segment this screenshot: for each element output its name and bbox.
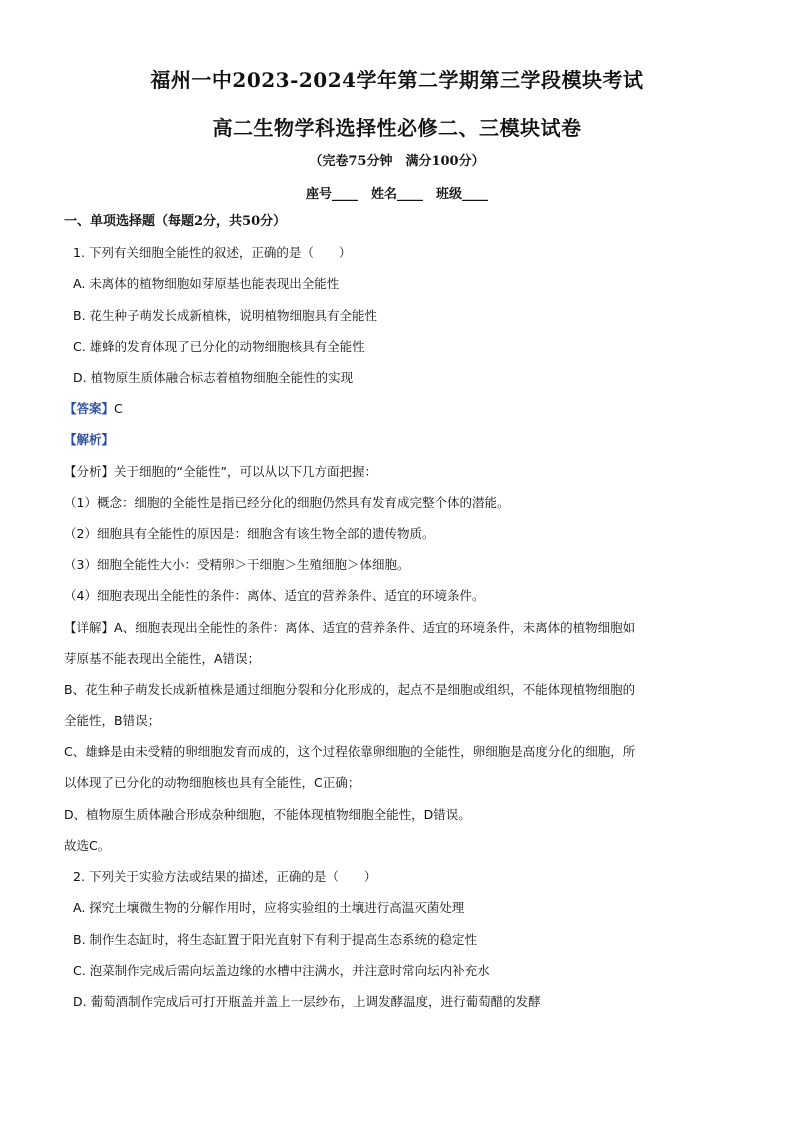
detail-line-4: 全能性，B错误； bbox=[64, 713, 161, 728]
question-1-option-a: A. 未离体的植物细胞如芽原基也能表现出全能性 bbox=[73, 276, 340, 291]
detail-line-8: 故选C。 bbox=[64, 838, 111, 853]
question-1-stem: 1. 下列有关细胞全能性的叙述，正确的是（ ） bbox=[73, 245, 352, 260]
detail-line-5: C、雄蜂是由未受精的卵细胞发育而成的，这个过程依靠卵细胞的全能性，卵细胞是高度分化的细胞，所 bbox=[64, 744, 636, 759]
exam-title: 福州一中2023-2024学年第二学期第三学段模块考试 bbox=[150, 68, 644, 92]
question-1-option-d: D. 植物原生质体融合标志着植物细胞全能性的实现 bbox=[73, 370, 354, 385]
answer-line bbox=[64, 400, 714, 418]
question-2-option-d: D. 葡萄酒制作完成后可打开瓶盖并盖上一层纱布，上调发酵温度，进行葡萄醋的发酵 bbox=[73, 994, 541, 1009]
point-4: （4）细胞表现出全能性的条件：离体、适宜的营养条件、适宜的环境条件。 bbox=[64, 588, 485, 603]
question-2-option-c: C. 泡菜制作完成后需向坛盖边缘的水槽中注满水，并注意时常向坛内补充水 bbox=[73, 963, 490, 978]
question-2-option-a: A. 探究土壤微生物的分解作用时，应将实验组的土壤进行高温灭菌处理 bbox=[73, 900, 465, 915]
section-heading: 一、单项选择题（每题2分，共50分） bbox=[64, 214, 287, 229]
exam-info: （完卷75分钟 满分100分） bbox=[309, 154, 485, 169]
analysis-tag: 【解析】 bbox=[64, 432, 115, 447]
answer-value: C bbox=[114, 401, 123, 416]
xiangjie-tag: 【详解】 bbox=[64, 620, 115, 635]
detail-line-3: B、花生种子萌发长成新植株是通过细胞分裂和分化形成的，起点不是细胞或组织，不能体现植物细胞的 bbox=[64, 682, 636, 697]
answer-tag: 【答案】 bbox=[64, 401, 115, 416]
exam-subtitle: 高二生物学科选择性必修二、三模块试卷 bbox=[212, 116, 582, 140]
fenxi-tag: 【分析】 bbox=[64, 464, 115, 479]
detail-line-2: 芽原基不能表现出全能性，A错误； bbox=[64, 651, 261, 666]
question-1-option-c: C. 雄蜂的发育体现了已分化的动物细胞核具有全能性 bbox=[73, 339, 365, 354]
point-1: （1）概念：细胞的全能性是指已经分化的细胞仍然具有发育成完整个体的潜能。 bbox=[64, 495, 510, 510]
seat-name-class-line: 座号____ 姓名____ 班级____ bbox=[305, 187, 488, 202]
point-3: （3）细胞全能性大小：受精卵＞干细胞＞生殖细胞＞体细胞。 bbox=[64, 557, 410, 572]
question-2-option-b: B. 制作生态缸时，将生态缸置于阳光直射下有利于提高生态系统的稳定性 bbox=[73, 932, 478, 947]
analysis-line bbox=[64, 431, 714, 449]
detail-line-7: D、植物原生质体融合形成杂种细胞，不能体现植物细胞全能性，D错误。 bbox=[64, 807, 471, 822]
point-2: （2）细胞具有全能性的原因是：细胞含有该生物全部的遗传物质。 bbox=[64, 526, 435, 541]
detail-line-6: 以体现了已分化的动物细胞核也具有全能性，C正确； bbox=[64, 775, 361, 790]
question-2-stem: 2. 下列关于实验方法或结果的描述，正确的是（ ） bbox=[73, 869, 377, 884]
detail-text-1: A、细胞表现出全能性的条件：离体、适宜的营养条件、适宜的环境条件，未离体的植物细胞如 bbox=[114, 620, 636, 635]
fenxi-line bbox=[64, 463, 714, 481]
question-1-option-b: B. 花生种子萌发长成新植株，说明植物细胞具有全能性 bbox=[73, 308, 378, 323]
fenxi-text: 关于细胞的“全能性”，可以从以下几方面把握： bbox=[114, 464, 377, 479]
detail-line-1 bbox=[64, 619, 714, 637]
